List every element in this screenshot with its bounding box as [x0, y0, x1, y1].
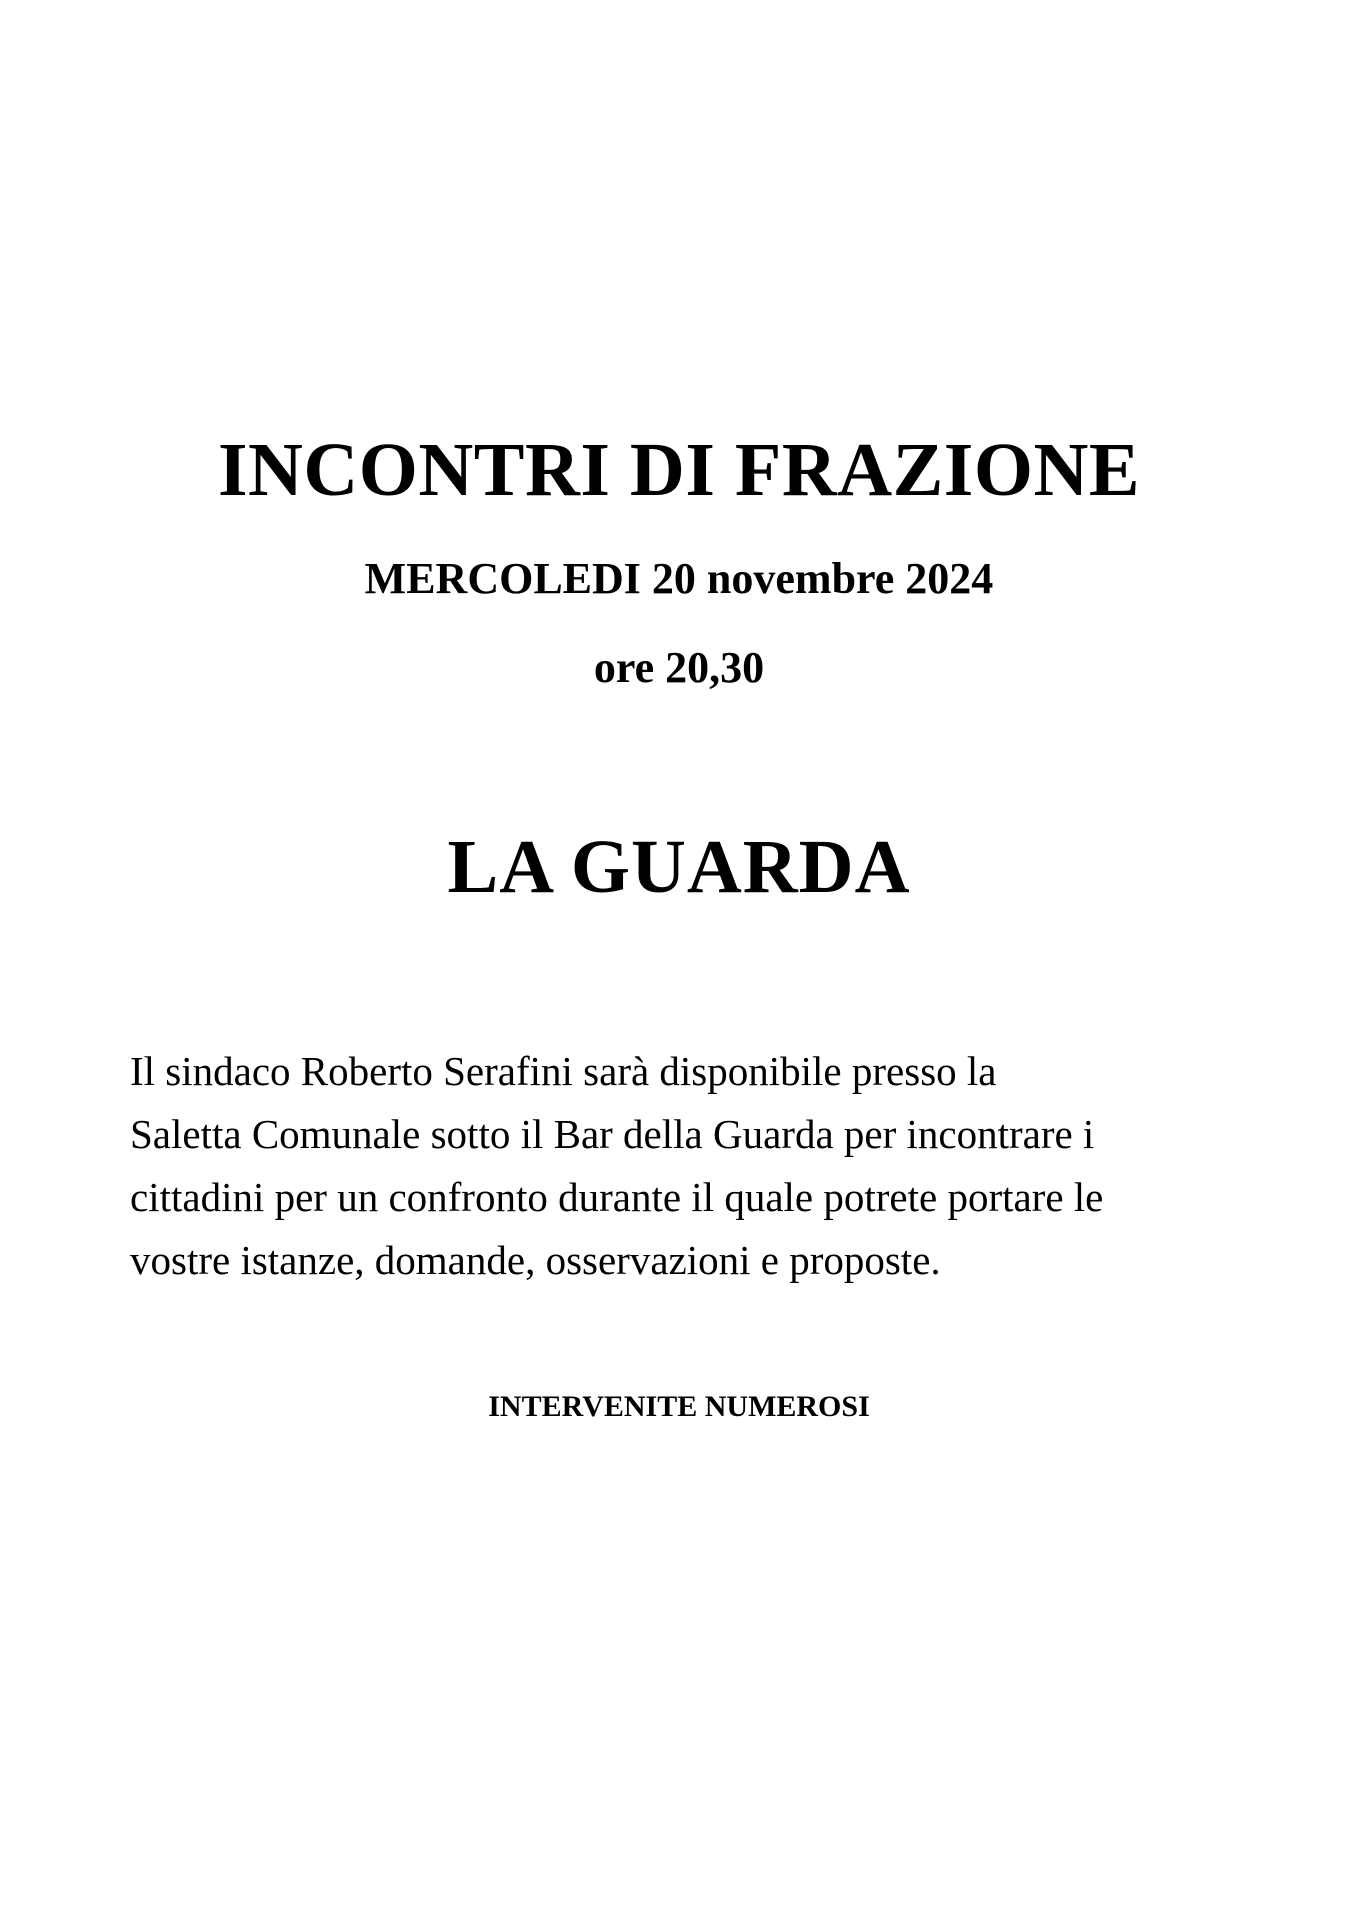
body-line: vostre istanze, domande, osservazioni e proposte. — [130, 1237, 941, 1283]
notice-title: INCONTRI DI FRAZIONE — [217, 428, 1141, 512]
body-line: Il sindaco Roberto Serafini sarà disponibile presso la — [130, 1048, 997, 1094]
event-time: ore 20,30 — [593, 643, 765, 692]
event-place: LA GUARDA — [447, 825, 911, 909]
body-line: Saletta Comunale sotto il Bar della Guarda per incontrare i — [130, 1111, 1095, 1157]
body-line: cittadini per un confronto durante il quale potrete portare le — [130, 1174, 1104, 1220]
notice-body — [130, 1040, 1250, 1292]
closing-call: INTERVENITE NUMEROSI — [488, 1390, 870, 1423]
event-date: MERCOLEDI 20 novembre 2024 — [364, 554, 994, 603]
